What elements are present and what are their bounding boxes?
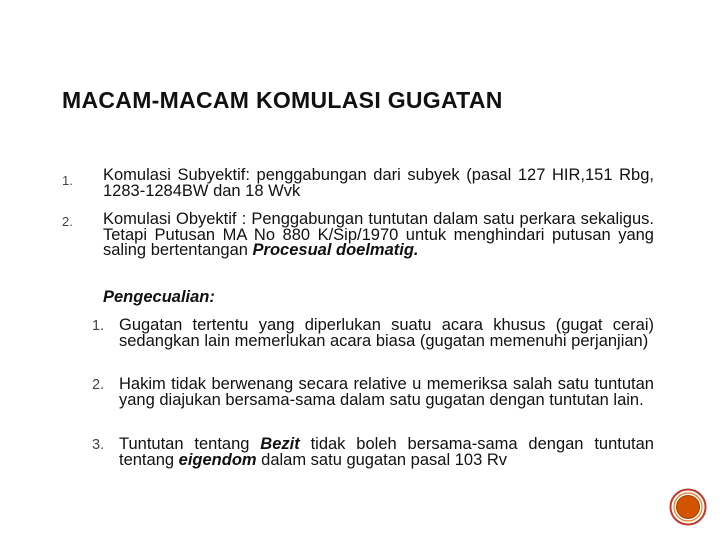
- sub-list-number-1: 1.: [92, 318, 105, 334]
- sub-list-number-3: 3.: [92, 437, 105, 453]
- sub-list-number-2: 2.: [92, 377, 105, 393]
- sub-list-item-1: Gugatan tertentu yang diperlukan suatu acara khusus (gugat cerai) sedangkan lain memerlukan acara biasa (gugatan memenuhi perjanjian): [119, 316, 654, 350]
- sub-list-item-3-text-1: Tuntutan tentang: [119, 435, 261, 453]
- list-item-2-emphasis: Procesual doelmatig.: [252, 241, 419, 259]
- list-number-2: 2.: [62, 214, 73, 229]
- page-title: MACAM-MACAM KOMULASI GUGATAN: [62, 87, 503, 113]
- circle-emblem-icon: [669, 488, 707, 526]
- sub-list-item-2: Hakim tidak berwenang secara relative u memeriksa salah satu tuntutan yang diajukan bersama-sama dalam satu gugatan dengan tuntutan lain.: [119, 375, 654, 409]
- list-item-2: [103, 212, 654, 259]
- exception-label: Pengecualian:: [103, 288, 215, 306]
- sub-list-item-3-bezit: Bezit: [260, 435, 300, 453]
- sub-list-item-3: [119, 437, 654, 468]
- list-item-1: Komulasi Subyektif: penggabungan dari subyek (pasal 127 HIR,151 Rbg, 1283-1284BW dan 18 Wvk: [103, 166, 654, 200]
- sub-list-item-3-text-2: tidak boleh bersama-sama dengan tuntutan tentang: [119, 435, 654, 469]
- list-number-1: 1.: [62, 173, 73, 188]
- sub-list-item-3-text-3: dalam satu gugatan pasal 103 Rv: [256, 450, 507, 469]
- sub-list-item-3-eigendom: eigendom: [178, 450, 257, 469]
- list-item-2-text: Komulasi Obyektif : Penggabungan tuntutan dalam satu perkara sekaligus. Tetapi Putusan MA No 880 K/Sip/1970 untuk menghindari putusan yang saling bertentangan: [103, 210, 654, 259]
